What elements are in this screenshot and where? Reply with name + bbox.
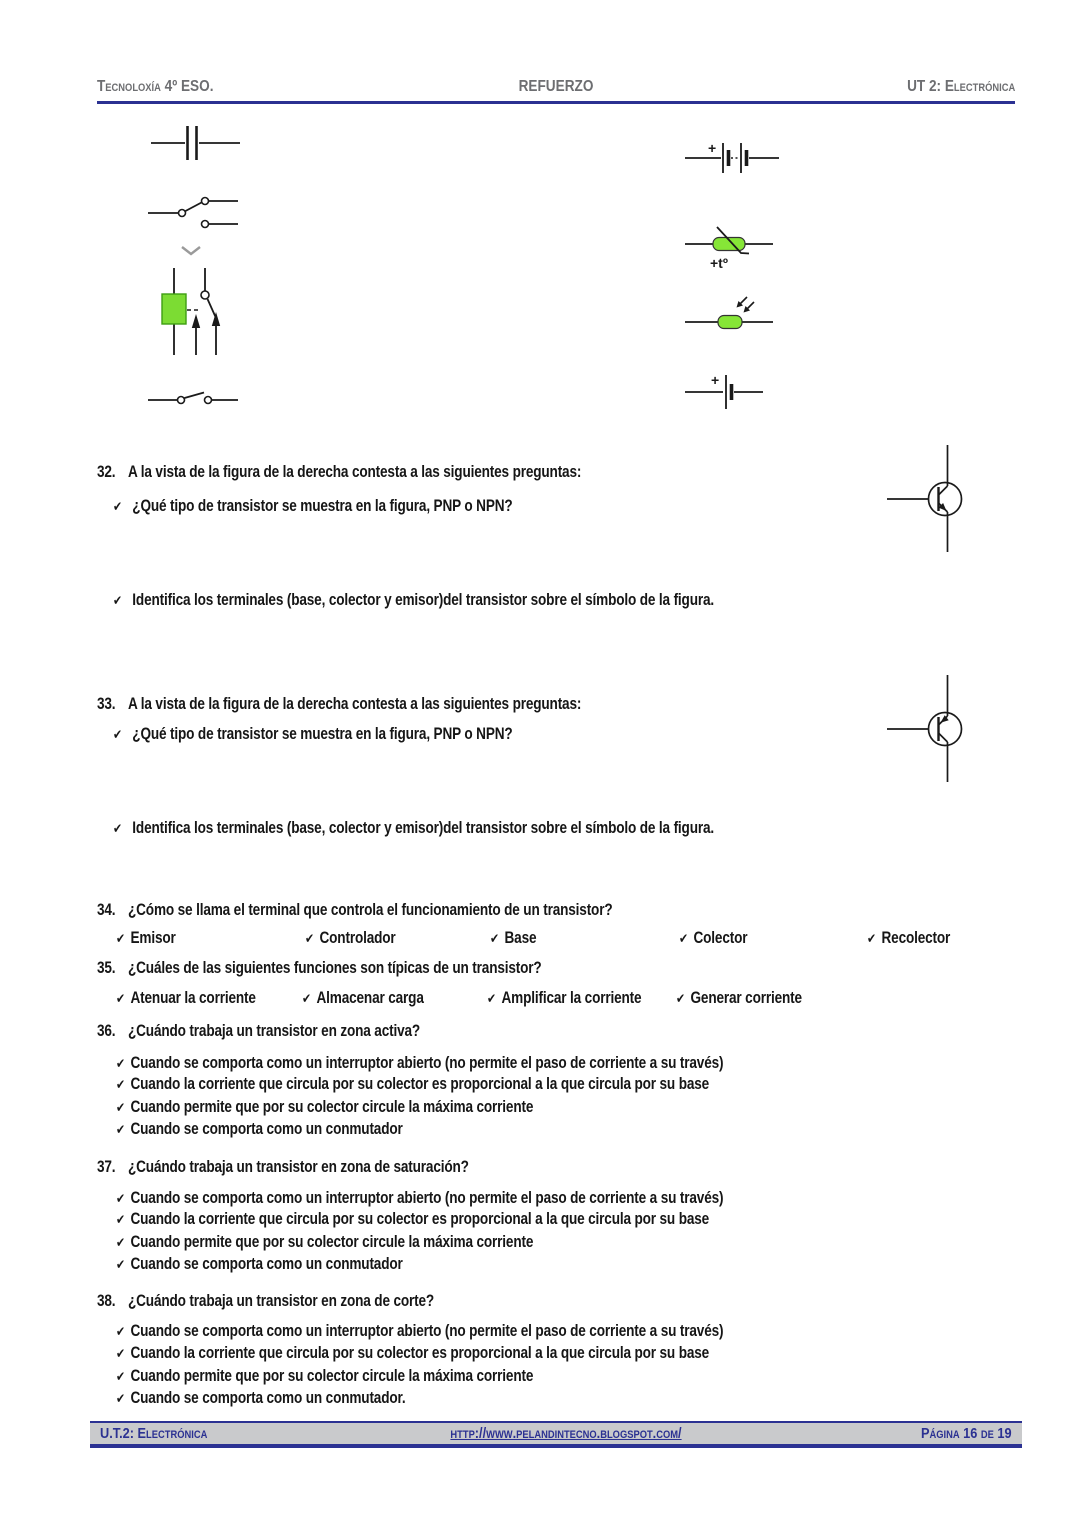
- option: [679, 928, 747, 948]
- option-label: Cuando se comporta como un conmutador: [130, 1119, 403, 1138]
- header-right-wrap: [97, 78, 1015, 96]
- collapse-chevron-icon: [178, 243, 204, 259]
- option-label: Controlador: [319, 928, 396, 947]
- check-icon: ✔: [116, 1346, 125, 1362]
- option: [116, 1321, 723, 1341]
- question-number: 33.: [97, 694, 116, 713]
- pnp-transistor-icon: [883, 671, 1013, 786]
- question-text: ¿Cuáles de las siguientes funciones son típicas de un transistor?: [128, 958, 542, 977]
- option-label: Cuando la corriente que circula por su colector es proporcional a la que circula por su base: [130, 1074, 710, 1093]
- header-rule: [97, 101, 1015, 104]
- option: [116, 928, 176, 948]
- option: [116, 1366, 533, 1386]
- option-label: Cuando se comporta como un conmutador: [130, 1254, 403, 1273]
- option-label: Base: [504, 928, 537, 947]
- check-icon: ✔: [116, 991, 125, 1007]
- option-label: Generar corriente: [690, 988, 802, 1007]
- ntc-label: +tº: [710, 255, 728, 271]
- option-label: Almacenar carga: [316, 988, 424, 1007]
- ldr-icon: [677, 290, 787, 352]
- check-icon: ✔: [116, 1100, 125, 1116]
- header-left: Tecnoloxía 4º ESO.: [97, 78, 214, 95]
- check-icon: ✔: [116, 1391, 125, 1407]
- check-icon: ✔: [487, 991, 496, 1007]
- question-number: 32.: [97, 462, 116, 481]
- option: [116, 1209, 709, 1229]
- bullet-item: [113, 590, 714, 610]
- option-label: Recolector: [881, 928, 951, 947]
- check-icon: ✔: [116, 1257, 125, 1273]
- option: [116, 1343, 709, 1363]
- check-icon: ✔: [113, 727, 122, 743]
- option-label: Cuando la corriente que circula por su colector es proporcional a la que circula por su base: [130, 1209, 710, 1228]
- option-label: Cuando permite que por su colector circule la máxima corriente: [130, 1366, 534, 1385]
- option: [116, 1053, 723, 1073]
- option: [116, 1232, 533, 1252]
- footer-link[interactable]: http://www.pelandintecno.blogspot.com/: [450, 1425, 682, 1442]
- check-icon: ✔: [116, 1191, 125, 1207]
- bullet-text: ¿Qué tipo de transistor se muestra en la figura, PNP o NPN?: [132, 724, 513, 743]
- check-icon: ✔: [679, 931, 688, 947]
- check-icon: ✔: [305, 931, 314, 947]
- battery-icon: [677, 133, 787, 183]
- option: [116, 1119, 403, 1139]
- check-icon: ✔: [116, 1369, 125, 1385]
- option: [116, 988, 256, 1008]
- cell-plus-sign: +: [711, 372, 720, 388]
- capacitor-icon: [143, 122, 253, 167]
- ntc-thermistor-icon: [677, 218, 787, 276]
- check-icon: ✔: [867, 931, 876, 947]
- question-text: ¿Cómo se llama el terminal que controla el funcionamiento de un transistor?: [128, 900, 613, 919]
- option-label: Cuando se comporta como un interruptor abierto (no permite el paso de corriente a su través): [130, 1188, 724, 1207]
- question-text: ¿Cuándo trabaja un transistor en zona de corte?: [128, 1291, 435, 1310]
- check-icon: ✔: [116, 1077, 125, 1093]
- question-text: A la vista de la figura de la derecha contesta a las siguientes preguntas:: [128, 694, 582, 713]
- option-label: Cuando permite que por su colector circule la máxima corriente: [130, 1232, 534, 1251]
- check-icon: ✔: [302, 991, 311, 1007]
- check-icon: ✔: [116, 1235, 125, 1251]
- option-label: Cuando la corriente que circula por su colector es proporcional a la que circula por su base: [130, 1343, 710, 1362]
- changeover-switch-icon: [143, 183, 253, 243]
- option: [116, 1074, 709, 1094]
- option-label: Cuando permite que por su colector circule la máxima corriente: [130, 1097, 534, 1116]
- check-icon: ✔: [490, 931, 499, 947]
- option: [116, 1254, 403, 1274]
- check-icon: ✔: [116, 1324, 125, 1340]
- header-center: REFUERZO: [518, 78, 594, 95]
- option: [490, 928, 536, 948]
- option-label: Colector: [693, 928, 748, 947]
- check-icon: ✔: [116, 931, 125, 947]
- option: [302, 988, 424, 1008]
- question-number: 38.: [97, 1291, 116, 1310]
- option: [305, 928, 396, 948]
- question-number: 36.: [97, 1021, 116, 1040]
- check-icon: ✔: [116, 1212, 125, 1228]
- option-label: Cuando se comporta como un interruptor abierto (no permite el paso de corriente a su través): [130, 1053, 724, 1072]
- option-label: Atenuar la corriente: [130, 988, 256, 1007]
- header-right: UT 2: Electrónica: [906, 78, 1015, 95]
- footer-bar: [90, 1421, 1022, 1448]
- check-icon: ✔: [116, 1122, 125, 1138]
- check-icon: ✔: [113, 593, 122, 609]
- option: [867, 928, 950, 948]
- question-number: 37.: [97, 1157, 116, 1176]
- open-switch-icon: [143, 378, 253, 428]
- question-number: 34.: [97, 900, 116, 919]
- cell-icon: [677, 365, 787, 420]
- check-icon: ✔: [116, 1056, 125, 1072]
- footer-page-number: Página 16 de 19: [921, 1425, 1012, 1442]
- bullet-text: Identifica los terminales (base, colector y emisor)del transistor sobre el símbolo de la figura.: [132, 590, 715, 609]
- option: [676, 988, 802, 1008]
- question-text: A la vista de la figura de la derecha contesta a las siguientes preguntas:: [128, 462, 582, 481]
- bullet-item: [113, 818, 714, 838]
- option: [487, 988, 641, 1008]
- check-icon: ✔: [113, 499, 122, 515]
- option-label: Cuando se comporta como un conmutador.: [130, 1388, 406, 1407]
- check-icon: ✔: [676, 991, 685, 1007]
- option-label: Amplificar la corriente: [501, 988, 642, 1007]
- check-icon: ✔: [113, 821, 122, 837]
- option: [116, 1388, 406, 1408]
- question-text: ¿Cuándo trabaja un transistor en zona activa?: [128, 1021, 421, 1040]
- question-number: 35.: [97, 958, 116, 977]
- option: [116, 1097, 533, 1117]
- bullet-item: [113, 496, 513, 516]
- npn-transistor-icon: [883, 441, 1013, 556]
- footer-section-label: U.T.2: Electrónica: [100, 1425, 208, 1442]
- relay-icon: [148, 258, 238, 370]
- bullet-item: [113, 724, 513, 744]
- option: [116, 1188, 723, 1208]
- battery-plus-sign: +: [708, 140, 717, 156]
- bullet-text: ¿Qué tipo de transistor se muestra en la figura, PNP o NPN?: [132, 496, 513, 515]
- option-label: Cuando se comporta como un interruptor abierto (no permite el paso de corriente a su través): [130, 1321, 724, 1340]
- bullet-text: Identifica los terminales (base, colector y emisor)del transistor sobre el símbolo de la figura.: [132, 818, 715, 837]
- question-text: ¿Cuándo trabaja un transistor en zona de saturación?: [128, 1157, 469, 1176]
- option-label: Emisor: [130, 928, 176, 947]
